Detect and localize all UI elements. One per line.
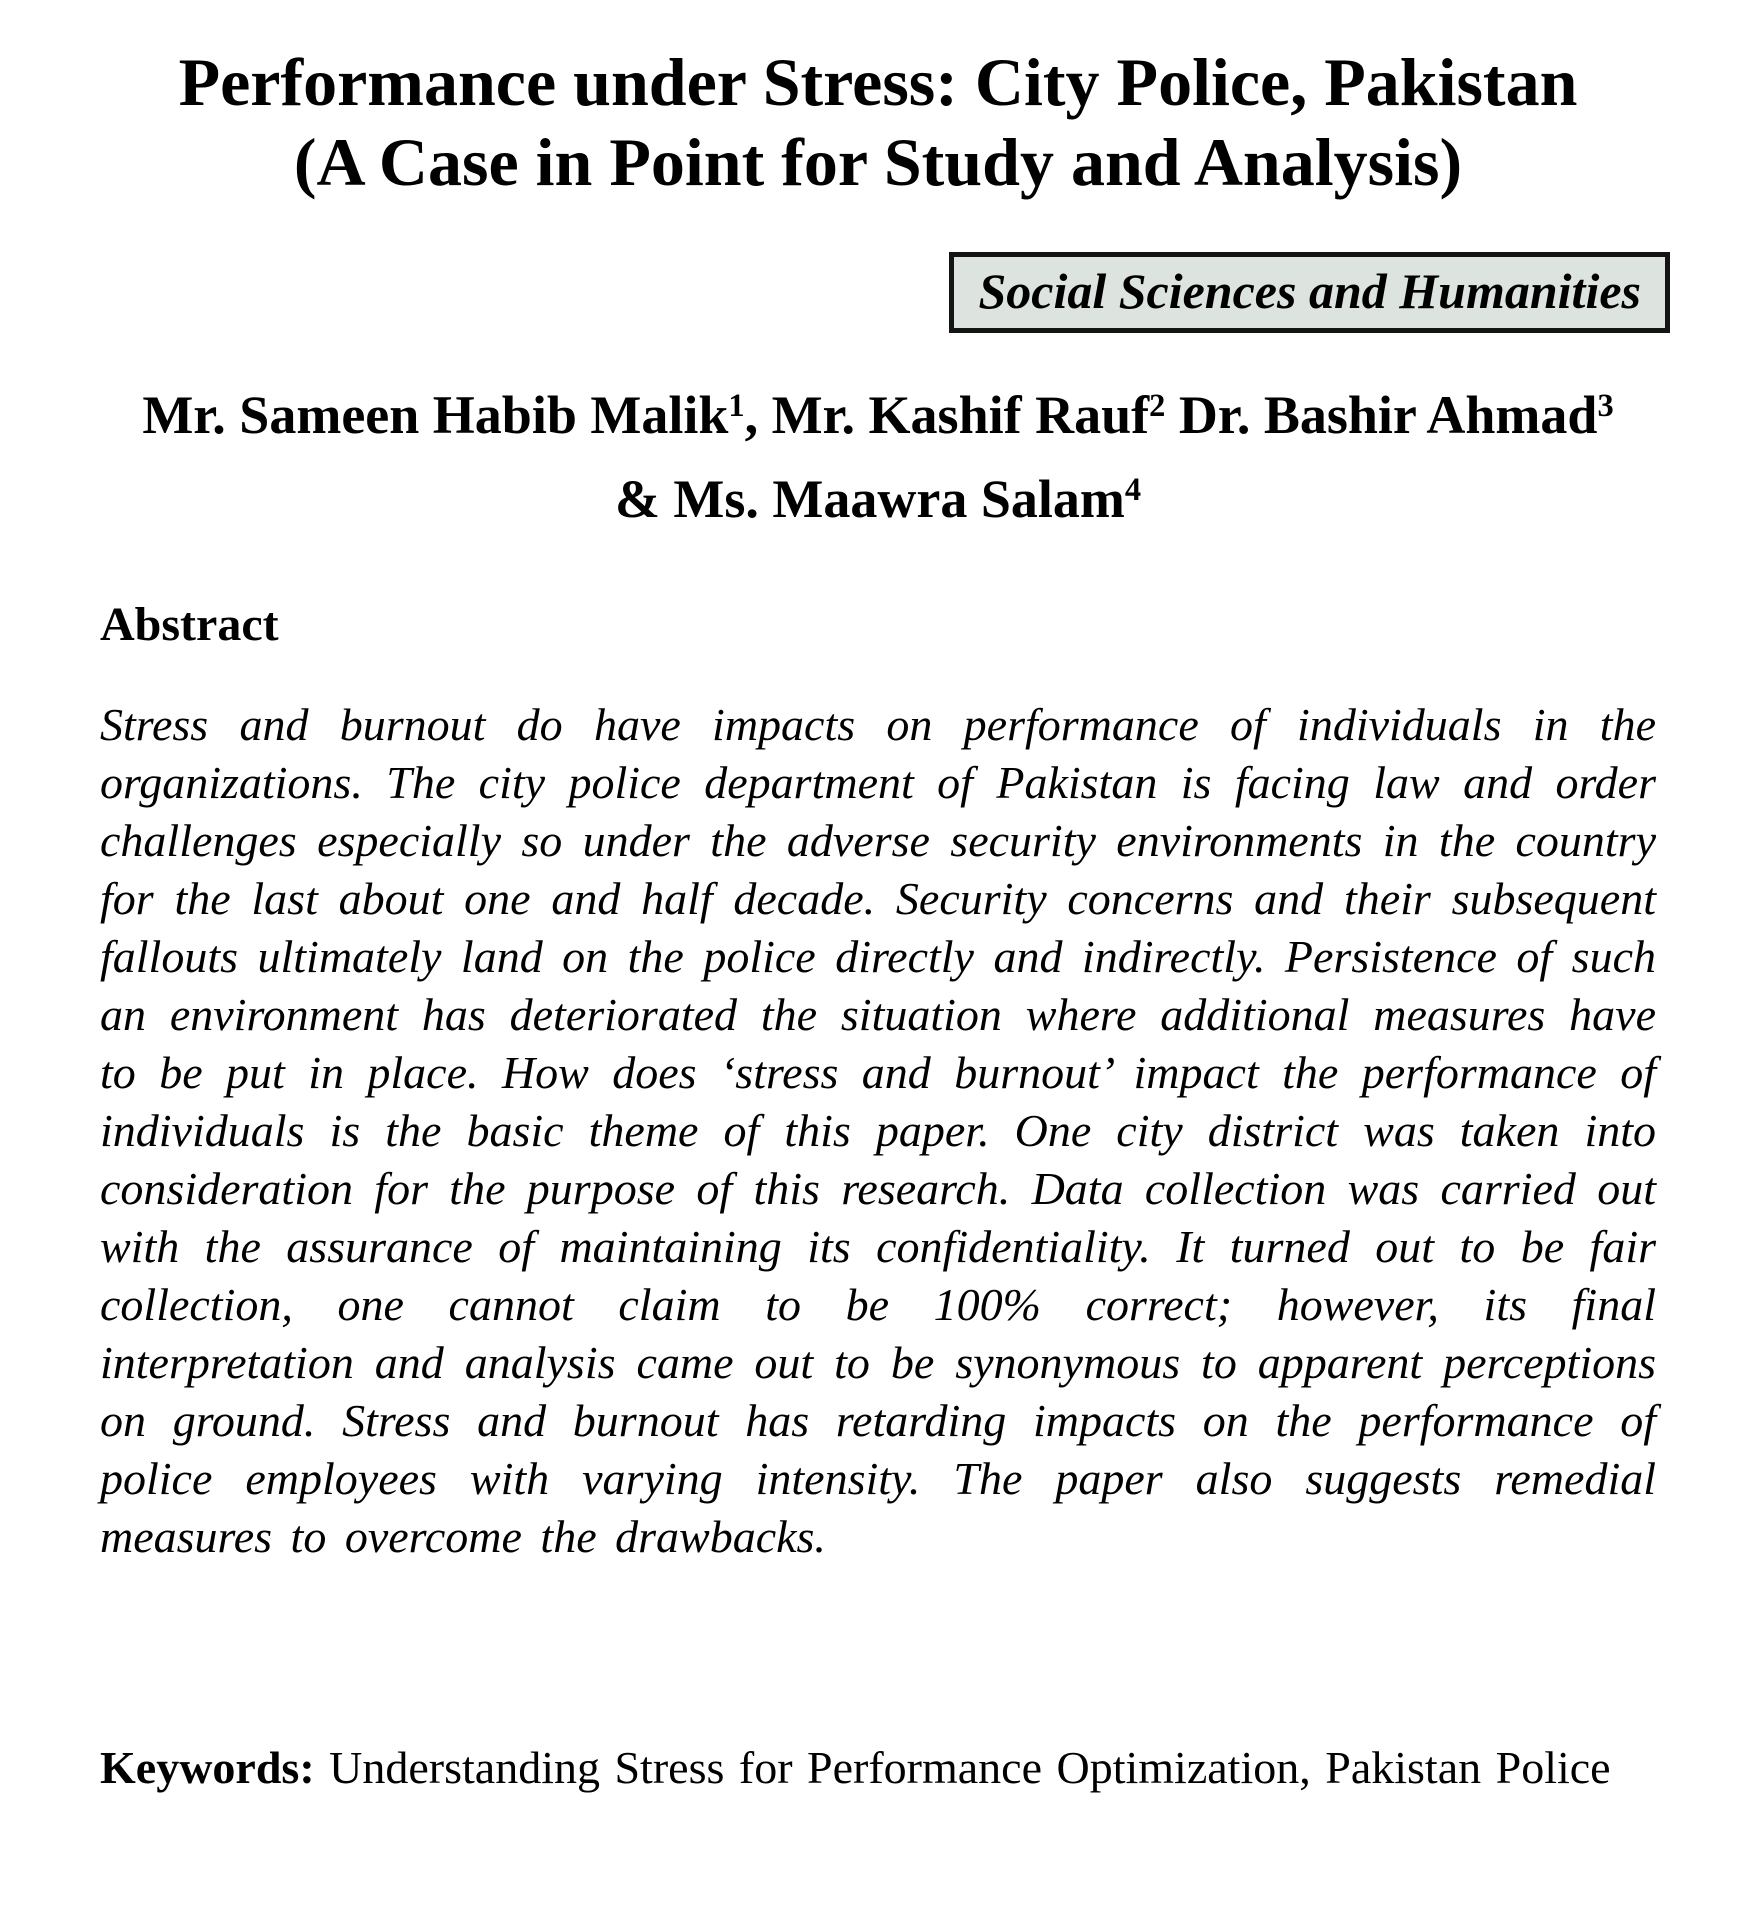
keywords-block	[100, 1734, 1656, 1801]
author-name: & Ms. Maawra Salam	[614, 468, 1125, 529]
author-name: , Mr. Kashif Rauf	[744, 384, 1150, 445]
paper-title-line1: Performance under Stress: City Police, Pakistan	[178, 44, 1578, 120]
authors-line2	[100, 461, 1656, 545]
author-superscript: 3	[1597, 387, 1614, 424]
keywords-value: Understanding Stress for Performance Optimization, Pakistan Police	[329, 1742, 1611, 1793]
authors-block	[100, 377, 1656, 545]
paper-title-line2: (A Case in Point for Study and Analysis)	[293, 124, 1463, 200]
author-superscript: 1	[728, 387, 745, 424]
abstract-heading: Abstract	[100, 597, 279, 651]
author-name: Mr. Sameen Habib Malik	[142, 384, 729, 445]
author-superscript: 4	[1124, 471, 1142, 508]
category-badge-row	[100, 252, 1670, 333]
abstract-body: Stress and burnout do have impacts on performance of individuals in the organizations. The city police department of Pakistan is facing law and order challenges especially so under the adverse security environments in the country for the last about one and half decade. Security concerns and their subsequent fallouts ultimately land on the police directly and indirectly. Persistence of such an environment has deteriorated the situation where additional measures have to be put in place. How does ‘stress and burnout’ impact the performance of individuals is the basic theme of this paper. One city district was taken into consideration for the purpose of this research. Data collection was carried out with the assurance of maintaining its confidentiality. It turned out to be fair collection, one cannot claim to be 100% correct; however, its final interpretation and analysis came out to be synonymous to apparent perceptions on ground. Stress and burnout has retarding impacts on the performance of police employees with varying intensity. The paper also suggests remedial measures to overcome the drawbacks.	[100, 698, 1656, 1562]
authors-line1	[100, 377, 1656, 461]
author-name: Dr. Bashir Ahmad	[1165, 384, 1598, 445]
paper-title	[100, 42, 1656, 202]
category-badge: Social Sciences and Humanities	[949, 252, 1670, 333]
keywords-label: Keywords:	[100, 1742, 315, 1793]
author-superscript: 2	[1149, 387, 1166, 424]
